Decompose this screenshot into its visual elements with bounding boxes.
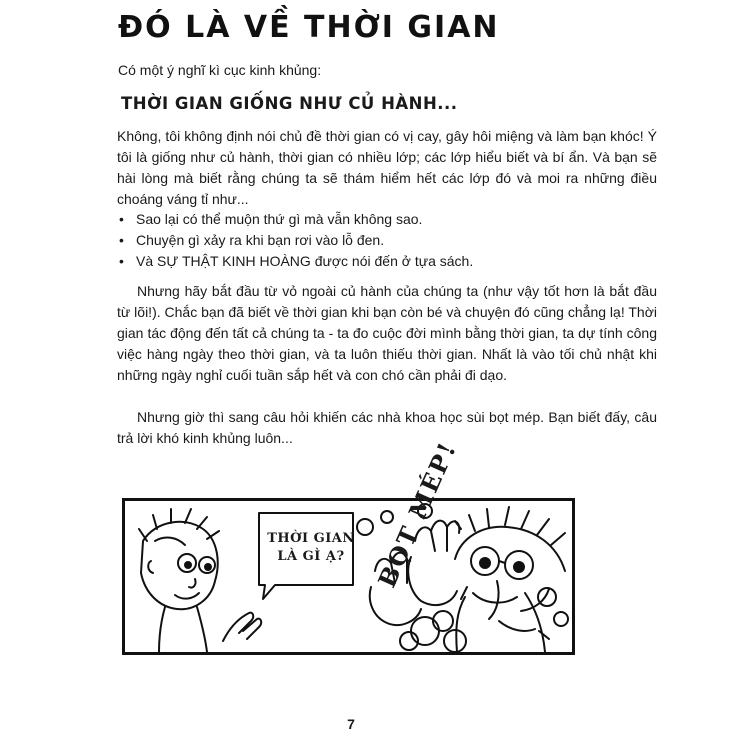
child-illustration [139,509,261,652]
bullet-item: • Sao lại có thể muộn thứ gì mà vẫn không sao. [117,209,657,230]
page-title: ĐÓ LÀ VỀ THỜI GIAN [118,10,500,45]
page-number: 7 [347,716,355,732]
paragraph-2: Nhưng hãy bắt đầu từ vỏ ngoài củ hành của chúng ta (như vậy tốt hơn là bắt đầu từ lõi!). Chắc bạn đã biết về thời gian khi bạn còn bé và chuyện đó cũng chẳng lạ! Thời gian tác động đến tất cả chúng ta - ta đo cuộc đời mình bằng thời gian, ta dự tính công việc hàng ngày theo thời gian, và ta luôn thiếu thời gian. Nhất là vào tối chủ nhật khi những ngày nghỉ cuối tuần sắp hết và con chó cần phải đi dạo. [117,283,657,383]
intro-text: Có một ý nghĩ kì cục kinh khủng: [118,62,322,78]
sound-effect-text: BỌT MÉP! [372,436,463,592]
bullet-list [117,209,657,272]
bullet-item: • Và SỰ THẬT KINH HOÀNG được nói đến ở tựa sách. [117,251,657,272]
section-heading: THỜI GIAN GIỐNG NHƯ CỦ HÀNH... [121,94,458,113]
paragraph-1: Không, tôi không định nói chủ đề thời gian có vị cay, gây hôi miệng và làm bạn khóc! Ý tôi là giống như củ hành, thời gian có nhiều lớp; các lớp hiểu biết và bí ẩn. Và bạn sẽ hài lòng mà biết rằng chúng ta sẽ thám hiểm hết các lớp đó và moi ra những điều choáng váng tỉ như... [117,128,657,207]
speech-line: LÀ GÌ Ạ? [277,549,345,564]
bullet-item: • Chuyện gì xảy ra khi bạn rơi vào lỗ đen. [117,230,657,251]
comic-illustration [122,498,575,655]
paragraph-3: Nhưng giờ thì sang câu hỏi khiến các nhà khoa học sùi bọt mép. Bạn biết đấy, câu trả lời khó kinh khủng luôn... [117,409,657,446]
speech-line: THỜI GIAN [267,531,355,546]
speech-bubble-text [258,530,364,566]
